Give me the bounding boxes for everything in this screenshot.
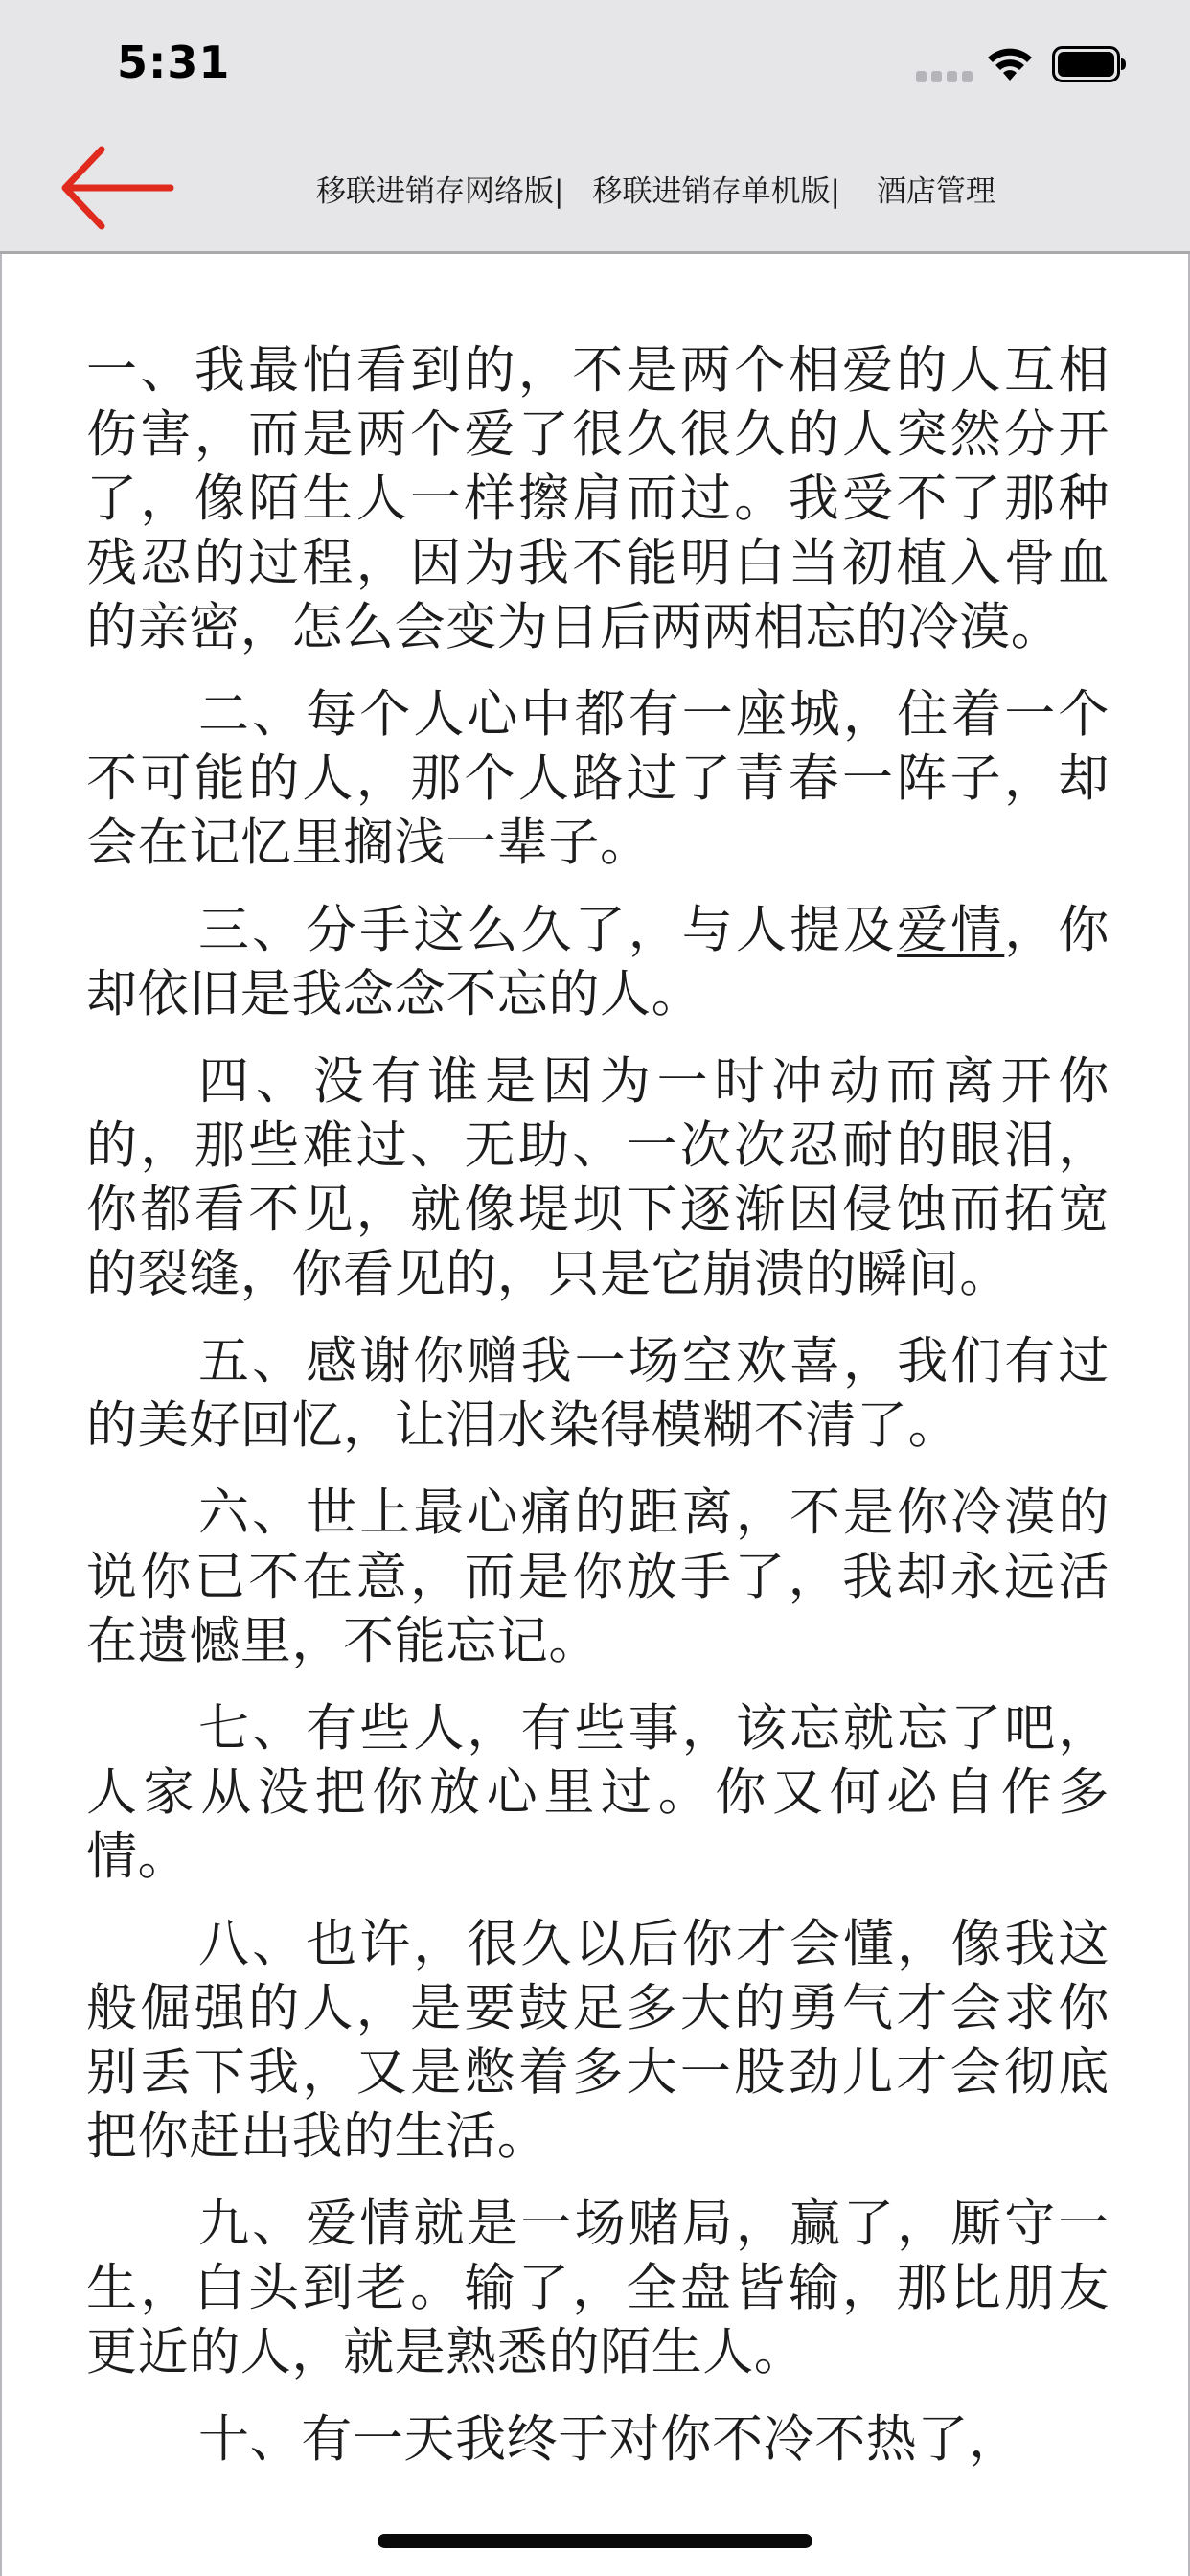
paragraph-5: 五、感谢你赠我一场空欢喜，我们有过的美好回忆，让泪水染得模糊不清了。 bbox=[86, 1332, 1110, 1455]
paragraph-3 bbox=[86, 898, 1110, 1026]
nav-link-network-edition[interactable]: 移联进销存网络版| bbox=[316, 174, 564, 209]
article-body bbox=[86, 338, 1110, 2495]
home-indicator[interactable] bbox=[378, 2534, 812, 2548]
paragraph-6: 六、世上最心痛的距离，不是你冷漠的说你已不在意，而是你放手了，我却永远活在遗憾里，不能忘记。 bbox=[86, 1484, 1110, 1670]
nav-links bbox=[316, 165, 1083, 218]
paragraph-10: 十、有一天我终于对你不冷不热了， bbox=[198, 2410, 1020, 2469]
paragraph-8: 八、也许，很久以后你才会懂，像我这般倔强的人，是要鼓足多大的勇气才会求你别丢下我，又是憋着多大一股劲儿才会彻底把你赶出我的生活。 bbox=[86, 1915, 1110, 2166]
paragraph-3-text-before: 三、分手这么久了，与人提及 bbox=[198, 901, 898, 959]
keyword-link-love[interactable]: 爱情 bbox=[897, 901, 1005, 959]
paragraph-9: 九、爱情就是一场赌局，赢了，厮守一生，白头到老。输了，全盘皆输，那比朋友更近的人，就是熟悉的陌生人。 bbox=[86, 2195, 1110, 2381]
cellular-signal-icon bbox=[916, 71, 973, 82]
article-container[interactable] bbox=[0, 254, 1190, 2576]
back-arrow-icon[interactable] bbox=[59, 144, 174, 232]
nav-link-hotel-management[interactable]: 酒店管理 bbox=[876, 174, 995, 209]
status-time: 5:31 bbox=[117, 36, 231, 88]
top-chrome bbox=[0, 0, 1190, 254]
nav-link-standalone-edition[interactable]: 移联进销存单机版| bbox=[592, 174, 840, 209]
wifi-icon bbox=[985, 44, 1035, 82]
paragraph-2: 二、每个人心中都有一座城，住着一个不可能的人，那个人路过了青春一阵子，却会在记忆里搁浅一辈子。 bbox=[86, 685, 1110, 872]
paragraph-3-text-after: ，你却依旧是我念念不忘的人。 bbox=[86, 901, 1110, 1024]
paragraph-7: 七、有些人，有些事，该忘就忘了吧，人家从没把你放心里过。你又何必自作多情。 bbox=[86, 1699, 1110, 1886]
paragraph-4: 四、没有谁是因为一时冲动而离开你的，那些难过、无助、一次次忍耐的眼泪，你都看不见，就像堤坝下逐渐因侵蚀而拓宽的裂缝，你看见的，只是它崩溃的瞬间。 bbox=[86, 1052, 1110, 1303]
battery-icon bbox=[1052, 46, 1127, 82]
paragraph-1: 一、我最怕看到的，不是两个相爱的人互相伤害，而是两个爱了很久很久的人突然分开了，像陌生人一样擦肩而过。我受不了那种残忍的过程，因为我不能明白当初植入骨血的亲密，怎么会变为日后两两相忘的冷漠。 bbox=[86, 341, 1110, 656]
